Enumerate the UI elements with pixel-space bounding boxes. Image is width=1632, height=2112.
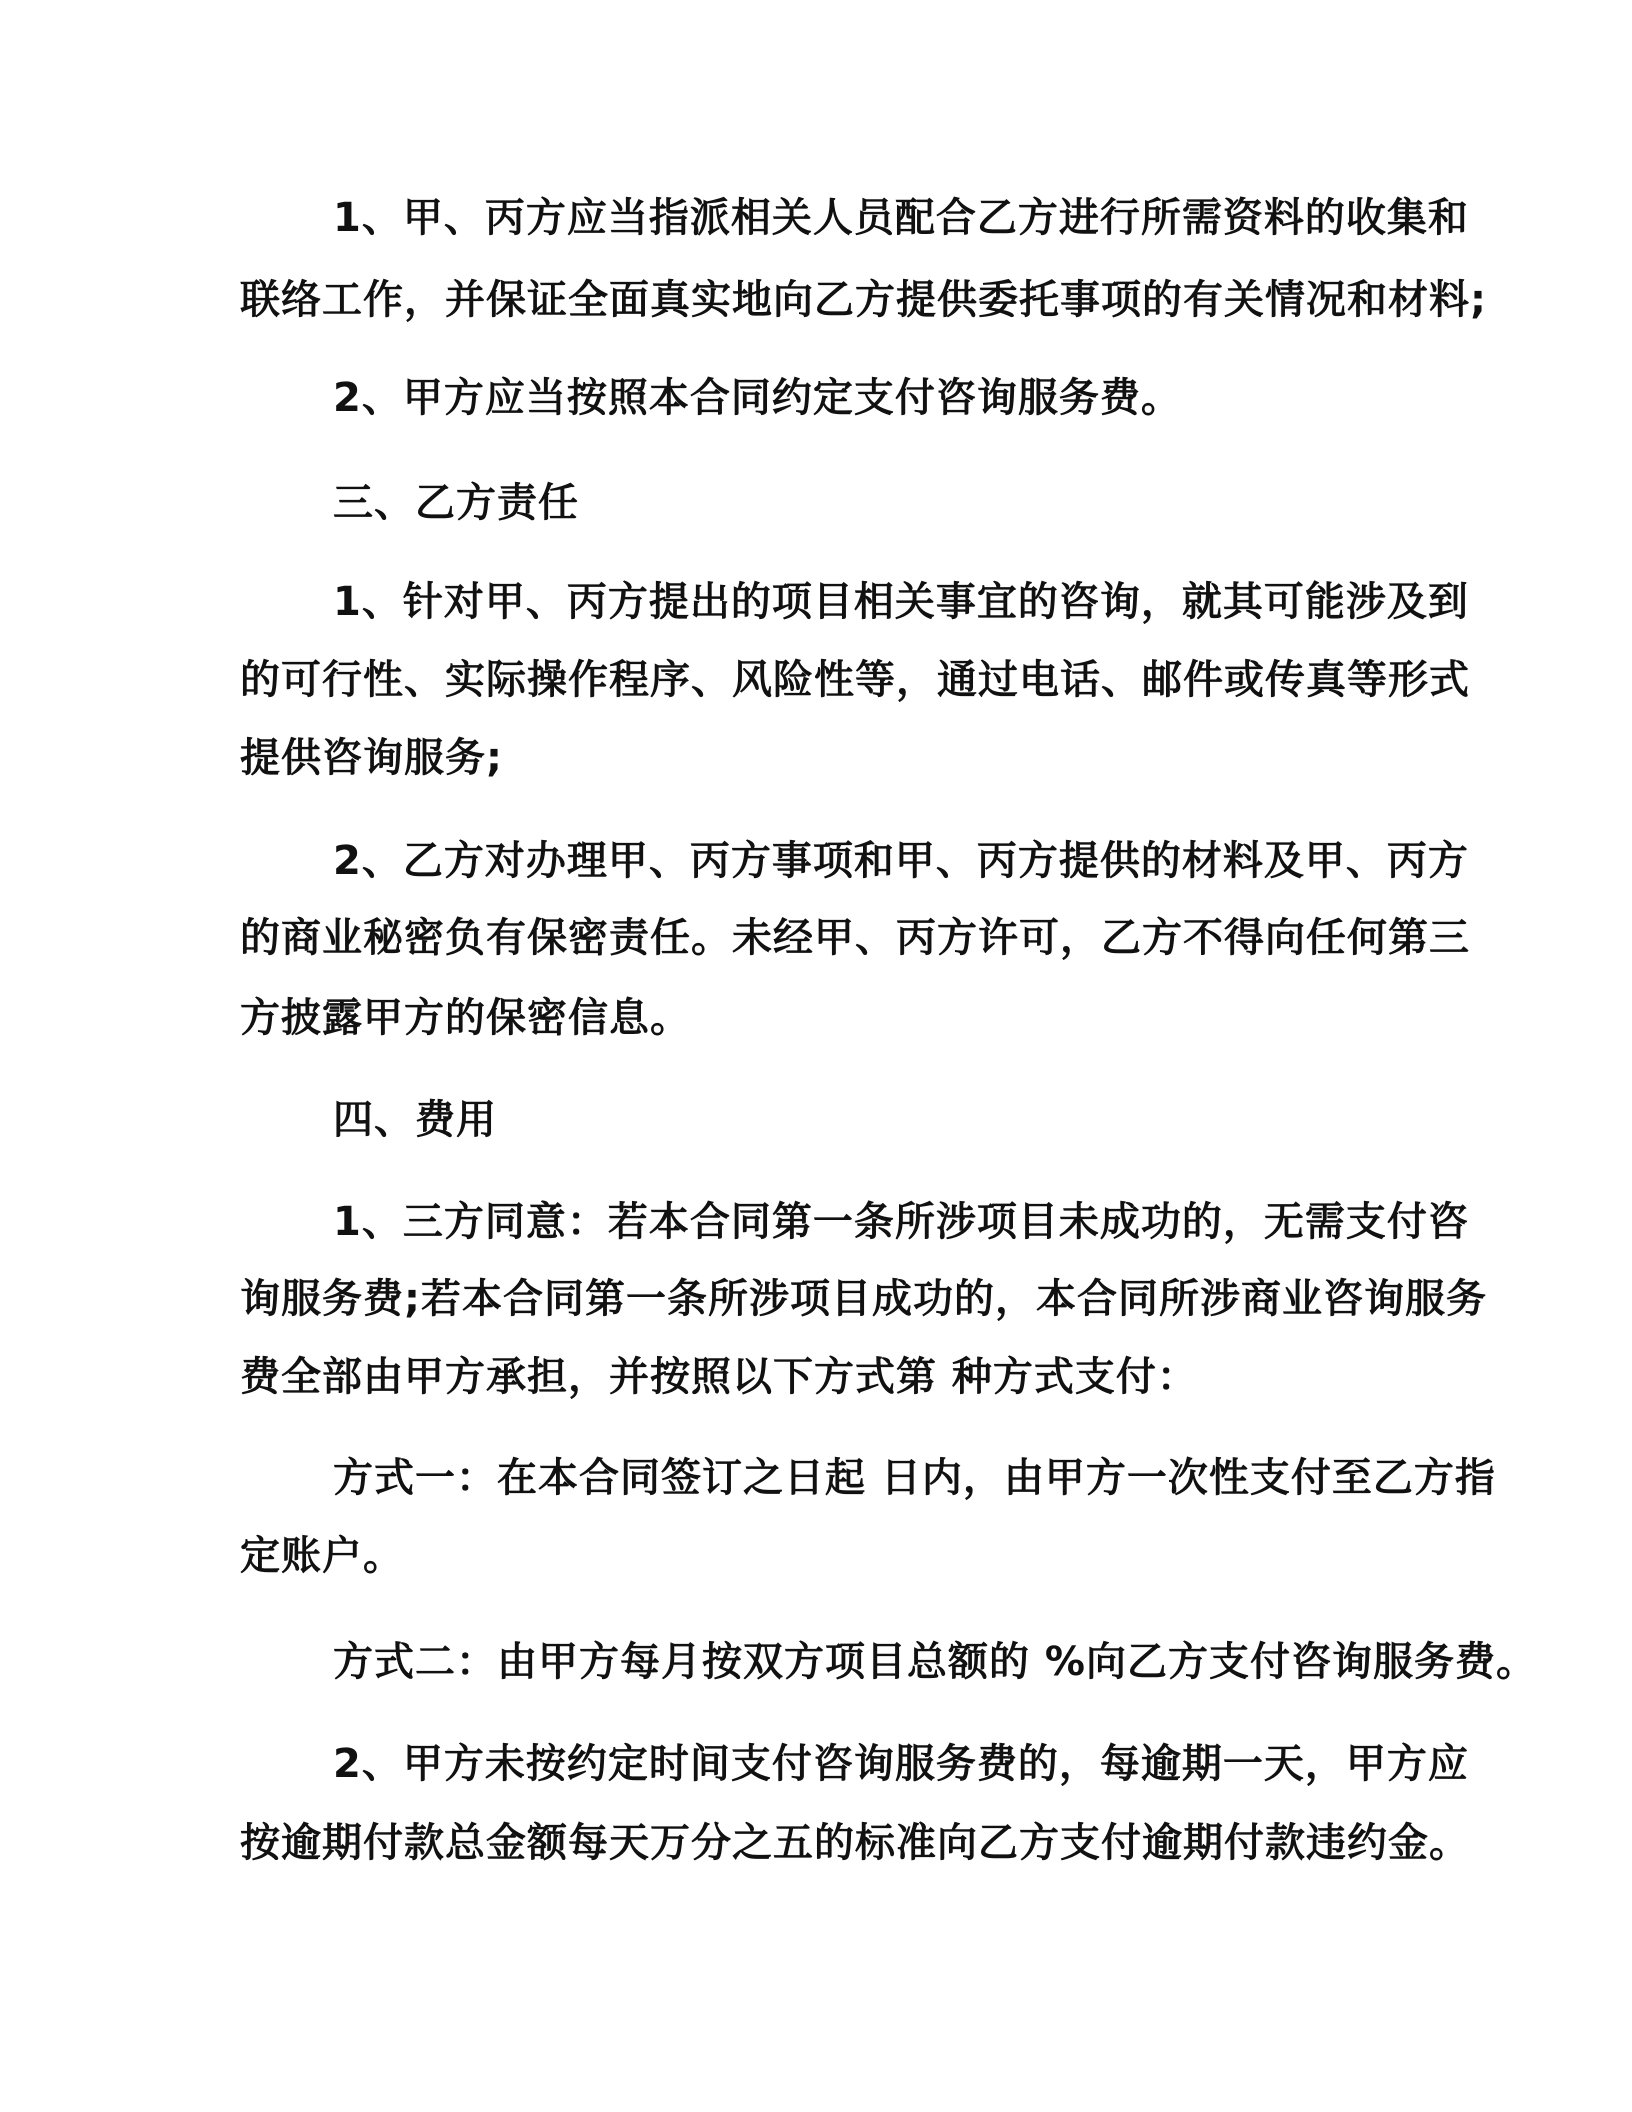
paragraph-line: 1、三方同意：若本合同第一条所涉项目未成功的，无需支付咨 bbox=[333, 1199, 1469, 1245]
paragraph-line: 的可行性、实际操作程序、风险性等，通过电话、邮件或传真等形式 bbox=[240, 657, 1470, 703]
section-heading: 三、乙方责任 bbox=[333, 480, 579, 526]
paragraph-line: 1、甲、丙方应当指派相关人员配合乙方进行所需资料的收集和 bbox=[333, 195, 1469, 241]
paragraph-line: 2、甲方应当按照本合同约定支付咨询服务费。 bbox=[333, 375, 1182, 421]
paragraph-line: 提供咨询服务; bbox=[240, 735, 503, 781]
paragraph-line: 的商业秘密负有保密责任。未经甲、丙方许可，乙方不得向任何第三 bbox=[240, 915, 1470, 961]
paragraph-line: 方式二：由甲方每月按双方项目总额的 %向乙方支付咨询服务费。 bbox=[333, 1639, 1538, 1685]
paragraph-line: 2、乙方对办理甲、丙方事项和甲、丙方提供的材料及甲、丙方 bbox=[333, 838, 1469, 884]
paragraph-line: 联络工作，并保证全面真实地向乙方提供委托事项的有关情况和材料; bbox=[240, 277, 1487, 323]
paragraph-line: 按逾期付款总金额每天万分之五的标准向乙方支付逾期付款违约金。 bbox=[240, 1820, 1470, 1866]
paragraph-line: 方披露甲方的保密信息。 bbox=[240, 995, 691, 1041]
section-heading: 四、费用 bbox=[333, 1097, 497, 1143]
paragraph-line: 1、针对甲、丙方提出的项目相关事宜的咨询，就其可能涉及到 bbox=[333, 579, 1469, 625]
paragraph-line: 询服务费;若本合同第一条所涉项目成功的，本合同所涉商业咨询服务 bbox=[240, 1276, 1487, 1322]
paragraph-line: 定账户。 bbox=[240, 1533, 404, 1579]
paragraph-line: 2、甲方未按约定时间支付咨询服务费的，每逾期一天，甲方应 bbox=[333, 1741, 1469, 1787]
paragraph-line: 费全部由甲方承担，并按照以下方式第 种方式支付： bbox=[240, 1354, 1198, 1400]
paragraph-line: 方式一：在本合同签订之日起 日内，由甲方一次性支付至乙方指 bbox=[333, 1455, 1496, 1501]
